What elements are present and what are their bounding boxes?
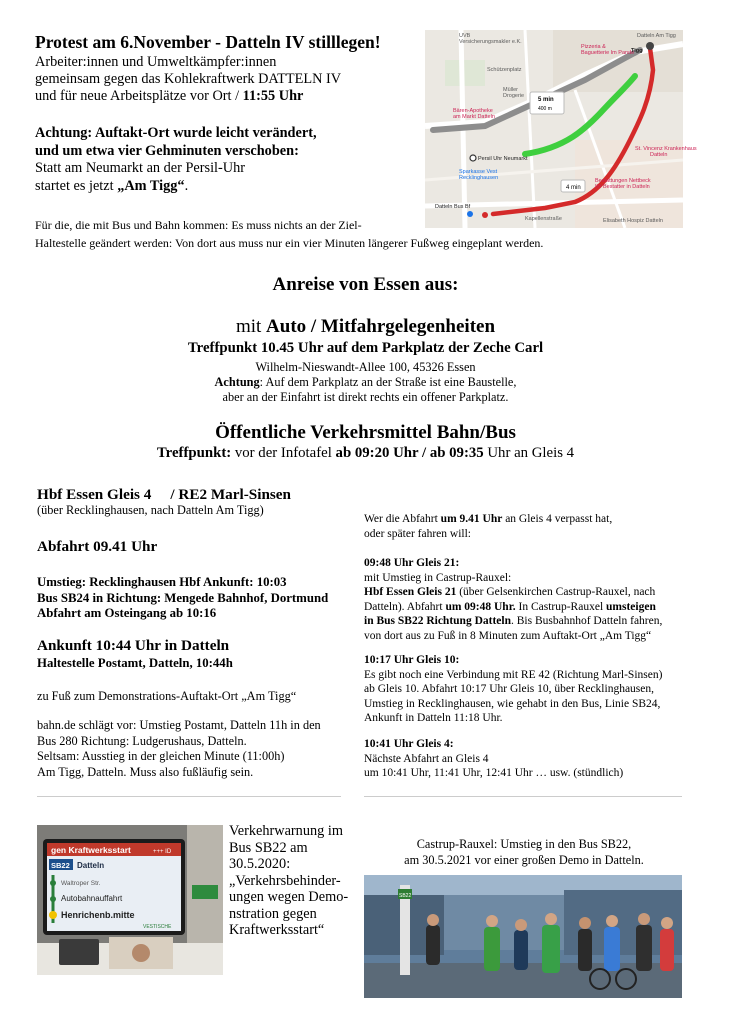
alt-connection-heading: 09:48 Uhr Gleis 21: [364,557,460,569]
alt-connection-bold: umsteigen [606,600,656,613]
map-label: Müller [503,87,518,93]
place-line: Statt am Neumarkt an der Persil-Uhr [35,160,246,176]
alt-intro-line [364,512,684,527]
attention-line: und um etwa vier Gehminuten verschoben: [35,142,299,159]
traffic-warning-caption [229,823,359,939]
person [604,927,620,971]
intro-line: Arbeiter:innen und Umweltkämpfer:innen [35,54,277,70]
screen-alert-suffix: +++ ID [153,849,172,855]
person [660,929,674,971]
map-label: Schützenplatz [487,67,522,73]
walk-distance-label: 400 m [538,106,552,112]
person-head [545,913,557,925]
screen-stop: Autobahnauffahrt [61,894,123,903]
alt-connection-text: In Castrup-Rauxel [515,600,607,613]
map-pin [482,212,488,218]
bahn-line: Seltsam: Ausstieg in der gleichen Minute (11:00h) [37,749,285,763]
transfer-line: Umstieg: Recklinghausen Hbf Ankunft: 10:03 [37,575,287,589]
page-title: Protest am 6.November - Datteln IV stilllegen! [35,32,381,52]
departure-time: Abfahrt 09.41 Uhr [37,538,158,555]
map-label: Datteln Bus Bf [435,204,471,210]
screen-line: SB22 [51,861,70,870]
map-pin [467,211,473,217]
person-head [579,917,591,929]
bahn-line: Bus 280 Richtung: Ludgerushaus, Datteln. [37,733,247,748]
demo-photo-svg [364,875,682,998]
screen-alert-text: gen Kraftwerksstart [51,845,131,855]
note-line: Für die, die mit Bus und Bahn kommen: Es muss nichts an der Ziel- [35,218,362,232]
person [542,925,560,973]
intro-line-text: und für neue Arbeitsplätze vor Ort / [35,88,243,104]
bus-screen-svg [37,825,223,975]
pt-meet-text: vor der Infotafel [231,445,336,461]
screen-brand: VESTISCHE [143,924,172,930]
arrival-stop: Haltestelle Postamt, Datteln, 10:44h [37,656,233,670]
photo-caption [364,836,684,868]
walk-time-label: 4 min [566,185,581,191]
bahn-suggestion [37,718,362,780]
alt-connection-line: Nächste Abfahrt an Gleis 4 [364,752,489,765]
alt-connection-line [364,585,686,600]
warning-line: Verkehrwarnung im [229,823,343,839]
alt-intro-time: um 9.41 Uhr [440,513,503,525]
ticket-device [59,939,99,965]
train-route-sub: (über Recklinghausen, nach Datteln Am Tigg) [37,503,264,517]
intro-text [35,54,405,105]
public-transport-meeting [0,445,731,462]
intro-time: 11:55 Uhr [242,88,304,104]
map-label: Kapellenstraße [525,216,562,222]
bus-screen-photo [37,825,223,975]
screen-destination: Datteln [77,861,105,870]
place-prefix: startet es jetzt [35,177,118,194]
screen-stop-dot [49,911,57,919]
pt-meet-label: Treffpunkt: [156,445,232,461]
alt-connection-text: Datteln). Abfahrt [364,600,446,613]
warning-line: ungen wegen Demo- [229,889,349,905]
route-map [425,30,697,228]
section-title: Anreise von Essen aus: [272,274,459,295]
map-park [445,60,485,86]
place-suffix: . [184,177,189,194]
alt-connection-line: um 10:41 Uhr, 11:41 Uhr, 12:41 Uhr … usw. (stündlich) [364,767,624,780]
alt-connection-line [364,600,686,615]
bahn-line: Am Tigg, Datteln. Muss also fußläufig sein. [37,764,254,779]
warning-line: Bus SB22 am [229,839,308,856]
alt-connection-1041 [364,737,686,781]
walk-time-label: 5 min [538,97,554,103]
warning-line: nstration gegen [229,905,317,922]
car-address: Wilhelm-Nieswandt-Allee 100, 45326 Essen [255,360,476,374]
warning-line: 30.5.2020: [229,856,291,872]
map-label: Recklinghausen [459,175,499,181]
map-pin [470,155,476,161]
map-label: Ihr Bestatter in Datteln [595,184,650,190]
car-heading-bold: Auto / Mitfahrgelegenheiten [266,316,496,337]
place-name: „Am Tigg“ [117,177,185,194]
attention-line: Achtung: Auftakt-Ort wurde leicht verändert, [35,125,317,141]
transfer-line: Abfahrt am Osteingang ab 10:16 [37,606,217,620]
alt-connection-text: (über Gelsenkirchen Castrup-Rauxel, nach [456,586,656,599]
note-line: Haltestelle geändert werden: Von dort aus muss nur ein vier Minuten längerer Fußweg eingeplant werden. [35,236,544,250]
pt-meet-text: Uhr an Gleis 4 [483,445,575,461]
person-head [638,913,650,925]
alt-connection-text: . Bis Busbahnhof Datteln fahren, [510,615,663,628]
map-label: Pizzeria & [581,44,606,50]
alt-connection-heading: 10:17 Uhr Gleis 10: [364,654,460,666]
alt-intro-line: oder später fahren will: [364,528,471,540]
warning-line: Kraftwerksstart“ [229,922,325,938]
train-route: Hbf Essen Gleis 4 / RE2 Marl-Sinsen [37,486,291,503]
public-transport-heading: Öffentliche Verkehrsmittel Bahn/Bus [215,422,516,443]
car-attention [0,375,731,390]
car-heading-prefix: mit [235,316,267,337]
person-head [427,914,439,926]
alt-connection-line: von dort aus zu Fuß in 8 Minuten zum Auftakt-Ort „Am Tigg“ [364,629,652,642]
arrival-time: Ankunft 10:44 Uhr in Datteln [37,637,230,654]
map-label: Elisabeth Hospiz Datteln [603,218,663,224]
person-head [486,915,498,927]
person [636,925,652,971]
car-attention-label: Achtung [214,375,260,389]
warning-line: „Verkehrsbehinder- [229,872,341,889]
map-label: am Markt Datteln [453,114,495,120]
map-label: Persil Uhr Neumarkt [478,156,528,162]
alt-intro [364,512,684,542]
transfer-info [37,575,328,622]
bus-stop-sign-label: SB22 [399,893,412,899]
alt-intro-text: an Gleis 4 verpasst hat, [502,513,613,525]
place-line [35,178,415,196]
map-label: Bestattungen Nettbeck [595,178,651,184]
alt-connection-bold: in Bus SB22 Richtung Datteln [364,615,511,628]
map-label: Bären-Apotheke [453,108,493,114]
alt-connection-1017 [364,653,686,726]
screen-stop-dot [50,896,56,902]
map-label: Datteln Am Tigg [637,33,676,39]
person [484,927,500,971]
intro-line: gemeinsam gegen das Kohlekraftwerk DATTELN IV [35,71,342,87]
map-label: St. Vincenz Krankenhaus [635,146,697,152]
person-head [515,919,527,931]
photo-sign [192,885,218,899]
divider [364,796,682,797]
screen-stop: Waltroper Str. [61,880,101,887]
alt-connection-line: Umstieg in Recklinghausen, wie gehabt in den Bus, Linie SB24, [364,697,661,710]
caption-line: Castrup-Rauxel: Umstieg in den Bus SB22, [416,837,632,851]
intro-line [35,88,405,105]
person [514,930,528,970]
alt-connection-line [364,614,686,629]
map-label: Baguetterie Im Pande [581,50,635,56]
alt-connection-bold: um 09:48 Uhr. [445,600,516,613]
alt-connection-line: mit Umstieg in Castrup-Rauxel: [364,571,512,584]
screen-stop: Henrichenb.mitte [61,910,135,920]
caption-line: am 30.5.2021 vor einer großen Demo in Datteln. [404,853,644,867]
person [578,929,592,971]
pt-meet-time: ab 09:20 Uhr / ab 09:35 [335,445,484,461]
ad-poster-face [132,944,150,962]
alt-connection-line: Ankunft in Datteln 11:18 Uhr. [364,712,503,725]
demo-photo [364,875,682,998]
person-head [661,917,673,929]
transfer-line: Bus SB24 in Richtung: Mengede Bahnhof, Dortmund [37,590,329,605]
map-label: Versicherungsmakler e.K. [459,39,522,45]
car-heading [0,316,731,338]
bahn-line: bahn.de schlägt vor: Umstieg Postamt, Datteln 11h in den [37,718,321,732]
car-meeting-point: Treffpunkt 10.45 Uhr auf dem Parkplatz der Zeche Carl [187,340,544,356]
map-label: Drogerie [503,93,525,99]
person-head [606,915,618,927]
divider [37,796,341,797]
alt-intro-text: Wer die Abfahrt [364,513,441,525]
map-pin [646,42,654,50]
map-label: Tigg [631,48,643,54]
person [426,925,440,965]
car-attention-line2: aber an der Einfahrt ist direkt rechts ein offener Parkplatz. [222,390,509,404]
alt-connection-0948 [364,556,686,644]
screen-stop-dot [50,880,56,886]
map-label: Datteln [650,152,668,158]
alt-connection-line: ab Gleis 10. Abfahrt 10:17 Uhr Gleis 10, über Recklinghausen, [364,683,654,696]
attention-block [35,125,415,195]
route-map-svg [425,30,697,228]
map-label: UVB [459,33,471,39]
map-label: Sparkasse Vest [459,169,498,175]
alt-connection-heading: 10:41 Uhr Gleis 4: [364,738,454,750]
alt-connection-line: Es gibt noch eine Verbindung mit RE 42 (Richtung Marl-Sinsen) [364,668,663,681]
alt-connection-bold: Hbf Essen Gleis 21 [364,586,457,599]
walk-note: zu Fuß zum Demonstrations-Auftakt-Ort „Am Tigg“ [37,689,297,703]
car-attention-text: : Auf dem Parkplatz an der Straße ist eine Baustelle, [259,375,517,389]
